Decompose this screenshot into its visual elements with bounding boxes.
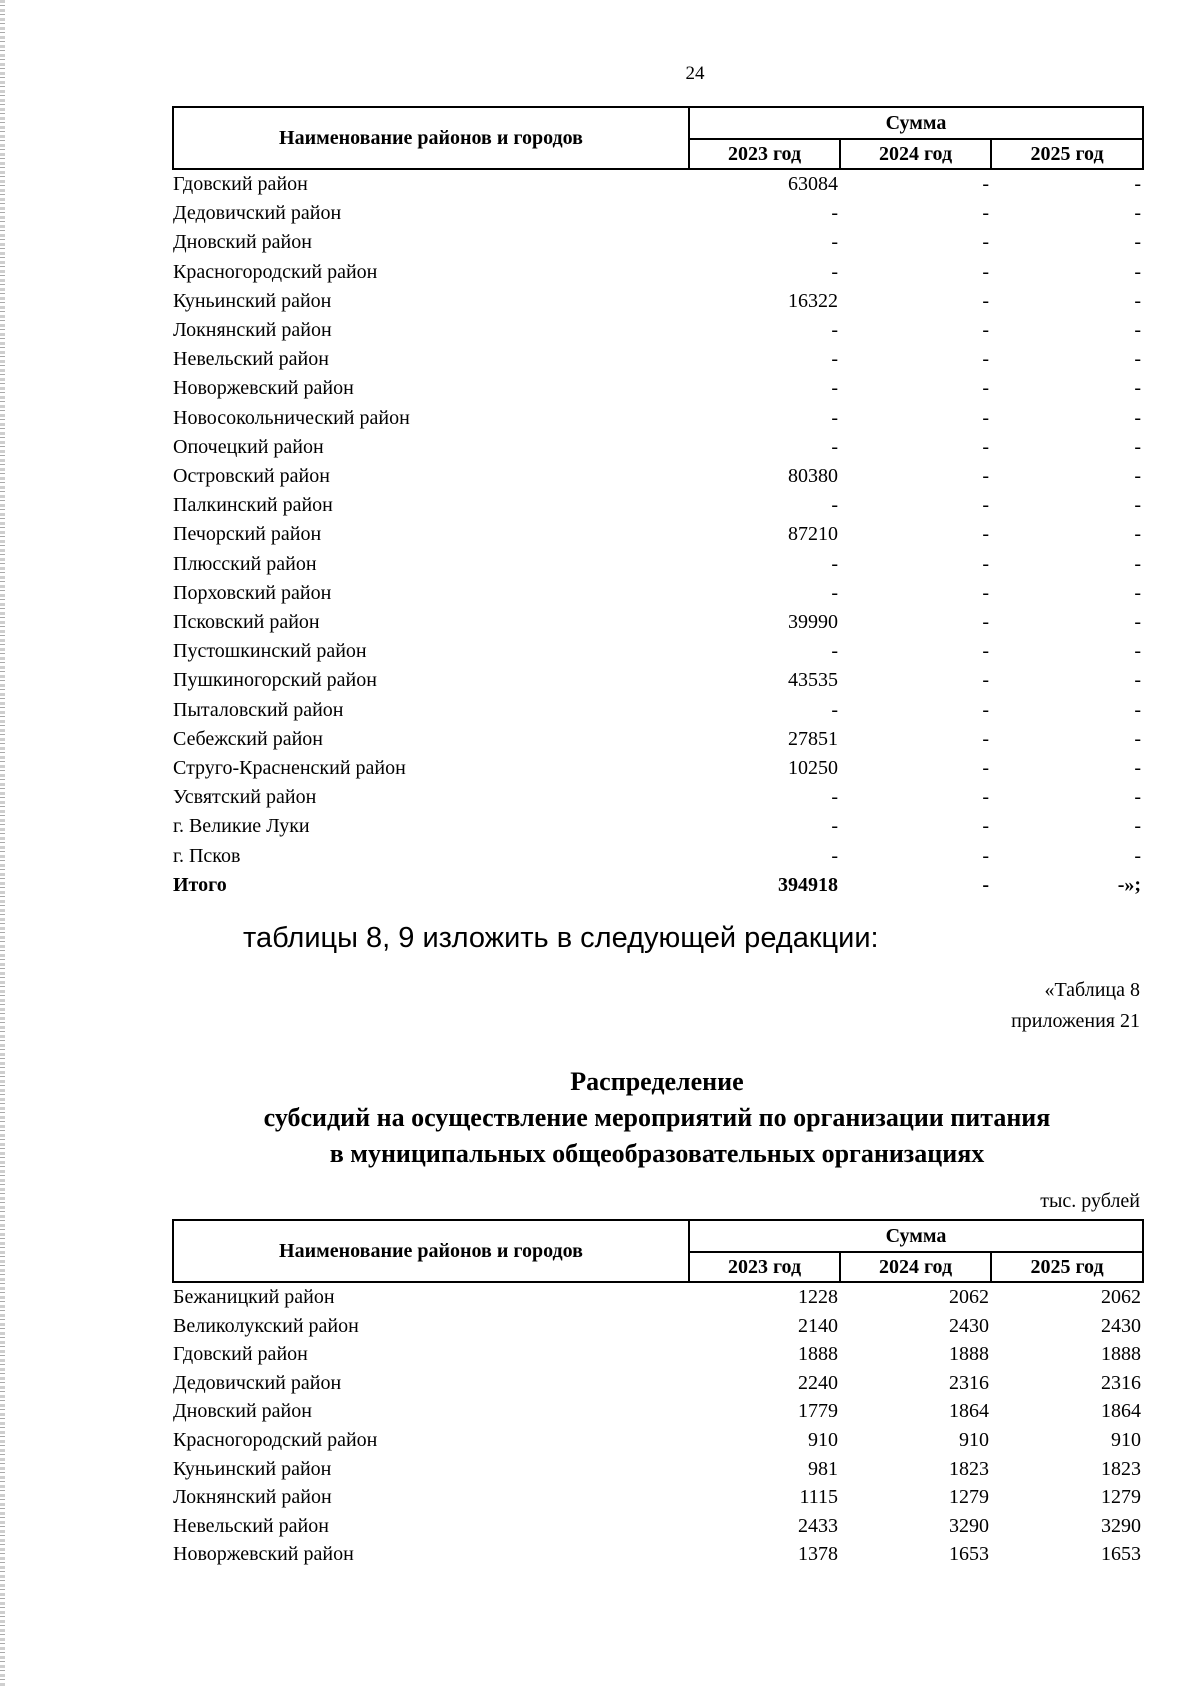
table-row xyxy=(173,783,1143,812)
district-name-cell: Псковский район xyxy=(173,611,320,634)
table-row xyxy=(173,345,1143,374)
header-year-2025: 2025 год xyxy=(991,139,1143,169)
value-2025-cell: - xyxy=(1134,202,1142,225)
district-name-cell: Локнянский район xyxy=(173,319,332,342)
value-2024-cell: 1653 xyxy=(949,1543,989,1566)
district-name-cell: Красногородский район xyxy=(173,260,378,283)
value-2023-cell: - xyxy=(831,406,838,429)
value-2025-cell: 2062 xyxy=(1101,1286,1142,1308)
value-2025-cell: - xyxy=(1134,406,1142,429)
district-name-cell: Новосокольнический район xyxy=(173,406,410,429)
district-name-cell: Дновский район xyxy=(173,231,312,254)
value-2024-cell: - xyxy=(982,319,989,342)
district-name-cell: Куньинский район xyxy=(173,289,332,312)
value-2023-cell: - xyxy=(831,260,838,283)
table-row xyxy=(173,316,1143,345)
table-row xyxy=(173,637,1143,666)
value-2024-cell: - xyxy=(982,465,989,488)
value-2024-cell: - xyxy=(982,844,989,867)
table-row xyxy=(173,1455,1143,1484)
instruction-text: таблицы 8, 9 изложить в следующей редакции: xyxy=(243,922,879,954)
value-2025-cell: - xyxy=(1134,552,1142,575)
table-row xyxy=(173,1282,1143,1312)
value-2025-cell: - xyxy=(1134,669,1142,692)
value-2025-cell: - xyxy=(1134,815,1142,838)
value-2025-cell: - xyxy=(1134,435,1142,458)
table-row xyxy=(173,258,1143,287)
district-name-cell: Усвятский район xyxy=(173,786,317,809)
header-year-2024: 2024 год xyxy=(840,139,991,169)
table-row xyxy=(173,666,1143,695)
value-2025-cell: - xyxy=(1134,260,1142,283)
value-2025-cell: 910 xyxy=(1111,1428,1142,1451)
value-2024-cell: 1279 xyxy=(949,1486,989,1509)
value-2023-cell: 1378 xyxy=(798,1543,838,1566)
district-name-cell: Палкинский район xyxy=(173,494,333,517)
district-name-cell: Невельский район xyxy=(173,1514,329,1537)
header-name-column: Наименование районов и городов xyxy=(173,107,689,169)
value-2025-cell: - xyxy=(1134,640,1142,663)
heading-line-3: в муниципальных общеобразовательных организациях xyxy=(329,1139,985,1168)
district-name-cell: Локнянский район xyxy=(173,1486,332,1509)
value-2024-cell: - xyxy=(982,669,989,692)
value-2024-cell: - xyxy=(982,406,989,429)
district-name-cell: Гдовский район xyxy=(173,173,308,195)
header-sum: Сумма xyxy=(689,1220,1143,1252)
value-2023-cell: 2433 xyxy=(798,1514,838,1537)
district-name-cell: Дедовичский район xyxy=(173,202,342,225)
table-row xyxy=(173,462,1143,491)
total-row xyxy=(173,871,1143,900)
table-row xyxy=(173,550,1143,579)
value-2023-cell: - xyxy=(831,377,838,400)
value-2024-cell: - xyxy=(982,173,989,195)
district-name-cell: Дедовичский район xyxy=(173,1371,342,1394)
value-2023-cell: 43535 xyxy=(788,669,838,692)
value-2024-cell: 2316 xyxy=(949,1371,989,1394)
value-2024-cell: - xyxy=(982,552,989,575)
value-2025-cell: - xyxy=(1134,611,1142,634)
value-2024-cell: 2430 xyxy=(949,1314,989,1337)
value-2023-cell: 1115 xyxy=(799,1486,838,1509)
value-2023-cell: 1779 xyxy=(798,1400,838,1423)
district-name-cell: Красногородский район xyxy=(173,1428,378,1451)
table-row xyxy=(173,1512,1143,1541)
value-2024-cell: - xyxy=(982,289,989,312)
table-row xyxy=(173,1397,1143,1426)
value-2024-cell: - xyxy=(982,727,989,750)
table-row xyxy=(173,433,1143,462)
district-name-cell: Островский район xyxy=(173,465,330,488)
table-1-body xyxy=(173,169,1143,900)
value-2023-cell: 10250 xyxy=(788,757,838,780)
table-row xyxy=(173,404,1143,433)
value-2024-cell: - xyxy=(982,377,989,400)
value-2025-cell: 1653 xyxy=(1101,1543,1142,1566)
value-2025-cell: - xyxy=(1134,231,1142,254)
district-name-cell: Куньинский район xyxy=(173,1457,332,1480)
table-row xyxy=(173,287,1143,316)
value-2025-cell: - xyxy=(1134,494,1142,517)
header-year-2024: 2024 год xyxy=(840,1252,991,1282)
units-label: тыс. рублей xyxy=(1040,1190,1140,1212)
value-2024-cell: - xyxy=(982,698,989,721)
subsidy-table-8 xyxy=(172,1219,1144,1569)
value-2024-cell: - xyxy=(982,757,989,780)
table-row xyxy=(173,199,1143,228)
header-name-column: Наименование районов и городов xyxy=(173,1220,689,1282)
table-row xyxy=(173,1369,1143,1398)
table-row xyxy=(173,608,1143,637)
value-2024-cell: - xyxy=(982,260,989,283)
district-name-cell: Дновский район xyxy=(173,1400,312,1423)
value-2023-cell: 1228 xyxy=(798,1286,838,1308)
district-name-cell: Печорский район xyxy=(173,523,322,546)
value-2024-cell: - xyxy=(982,231,989,254)
value-2025-cell: 1864 xyxy=(1101,1400,1142,1423)
value-2023-cell: 2140 xyxy=(798,1314,838,1337)
district-name-cell: Плюсский район xyxy=(173,552,317,575)
table-row xyxy=(173,520,1143,549)
scan-edge xyxy=(0,0,5,1686)
value-2023-cell: 63084 xyxy=(788,173,838,195)
header-year-2023: 2023 год xyxy=(689,1252,840,1282)
table-row xyxy=(173,374,1143,403)
table-row xyxy=(173,1540,1143,1569)
value-2024-cell: 3290 xyxy=(949,1514,989,1537)
table-row xyxy=(173,696,1143,725)
value-2023-cell: - xyxy=(831,581,838,604)
value-2023-cell: 16322 xyxy=(788,289,838,312)
district-name-cell: Пушкиногорский район xyxy=(173,669,377,692)
district-name-cell: г. Великие Луки xyxy=(173,815,310,838)
table-row xyxy=(173,169,1143,199)
table-row xyxy=(173,1426,1143,1455)
table-row xyxy=(173,725,1143,754)
district-name-cell: Пыталовский район xyxy=(173,698,344,721)
total-2025: -»; xyxy=(1117,873,1142,896)
value-2024-cell: 1888 xyxy=(949,1343,989,1366)
value-2025-cell: 1279 xyxy=(1101,1486,1142,1509)
value-2025-cell: - xyxy=(1134,173,1142,195)
value-2023-cell: - xyxy=(831,815,838,838)
table-row xyxy=(173,579,1143,608)
district-name-cell: г. Псков xyxy=(173,844,241,867)
table-row xyxy=(173,812,1143,841)
value-2023-cell: - xyxy=(831,698,838,721)
table-row xyxy=(173,491,1143,520)
value-2023-cell: 87210 xyxy=(788,523,838,546)
value-2023-cell: 39990 xyxy=(788,611,838,634)
district-name-cell: Бежаницкий район xyxy=(173,1286,335,1308)
value-2023-cell: - xyxy=(831,231,838,254)
value-2024-cell: - xyxy=(982,815,989,838)
table-2-body xyxy=(173,1282,1143,1569)
table-food-subsidies xyxy=(172,1219,1142,1569)
subsidy-table-1 xyxy=(172,106,1144,900)
value-2025-cell: 2316 xyxy=(1101,1371,1142,1394)
district-name-cell: Пустошкинский район xyxy=(173,640,367,663)
district-name-cell: Великолукский район xyxy=(173,1314,359,1337)
value-2023-cell: - xyxy=(831,348,838,371)
table-caption xyxy=(1011,975,1140,1037)
table-row xyxy=(173,1483,1143,1512)
value-2023-cell: 27851 xyxy=(788,727,838,750)
table-previous xyxy=(172,106,1142,900)
table-row xyxy=(173,754,1143,783)
table-row xyxy=(173,1312,1143,1341)
header-sum: Сумма xyxy=(689,107,1143,139)
value-2023-cell: 1888 xyxy=(798,1343,838,1366)
district-name-cell: Невельский район xyxy=(173,348,329,371)
table-heading xyxy=(172,1064,1142,1172)
district-name-cell: Гдовский район xyxy=(173,1343,308,1366)
value-2025-cell: - xyxy=(1134,727,1142,750)
district-name-cell: Новоржевский район xyxy=(173,377,354,400)
value-2025-cell: 1823 xyxy=(1101,1457,1142,1480)
value-2024-cell: - xyxy=(982,494,989,517)
value-2024-cell: - xyxy=(982,435,989,458)
value-2023-cell: - xyxy=(831,435,838,458)
district-name-cell: Порховский район xyxy=(173,581,332,604)
value-2023-cell: 80380 xyxy=(788,465,838,488)
value-2025-cell: - xyxy=(1134,523,1142,546)
value-2023-cell: - xyxy=(831,844,838,867)
value-2024-cell: - xyxy=(982,523,989,546)
table-row xyxy=(173,842,1143,871)
district-name-cell: Себежский район xyxy=(173,727,323,750)
district-name-cell: Новоржевский район xyxy=(173,1543,354,1566)
value-2025-cell: - xyxy=(1134,465,1142,488)
value-2023-cell: - xyxy=(831,552,838,575)
value-2024-cell: 1823 xyxy=(949,1457,989,1480)
header-year-2023: 2023 год xyxy=(689,139,840,169)
value-2024-cell: - xyxy=(982,581,989,604)
value-2023-cell: - xyxy=(831,640,838,663)
value-2025-cell: - xyxy=(1134,757,1142,780)
header-year-2025: 2025 год xyxy=(991,1252,1143,1282)
value-2023-cell: 2240 xyxy=(798,1371,838,1394)
value-2025-cell: - xyxy=(1134,377,1142,400)
heading-line-2: субсидий на осуществление мероприятий по организации питания xyxy=(263,1103,1051,1132)
value-2024-cell: - xyxy=(982,640,989,663)
value-2025-cell: - xyxy=(1134,319,1142,342)
value-2025-cell: - xyxy=(1134,698,1142,721)
value-2023-cell: - xyxy=(831,494,838,517)
caption-table-number: «Таблица 8 xyxy=(1044,979,1140,1001)
value-2025-cell: - xyxy=(1134,786,1142,809)
district-name-cell: Струго-Красненский район xyxy=(173,757,406,780)
page-number: 24 xyxy=(685,63,705,84)
value-2023-cell: 981 xyxy=(808,1457,838,1480)
caption-appendix: приложения 21 xyxy=(1011,1010,1140,1032)
table-row xyxy=(173,228,1143,257)
table-row xyxy=(173,1340,1143,1369)
heading-line-1: Распределение xyxy=(570,1067,744,1096)
total-2023: 394918 xyxy=(778,873,838,896)
value-2024-cell: - xyxy=(982,348,989,371)
value-2024-cell: - xyxy=(982,202,989,225)
value-2025-cell: 2430 xyxy=(1101,1314,1142,1337)
total-label: Итого xyxy=(173,873,227,896)
value-2025-cell: - xyxy=(1134,844,1142,867)
value-2024-cell: 1864 xyxy=(949,1400,989,1423)
value-2023-cell: - xyxy=(831,319,838,342)
value-2025-cell: 1888 xyxy=(1101,1343,1142,1366)
value-2024-cell: 910 xyxy=(959,1428,989,1451)
district-name-cell: Опочецкий район xyxy=(173,435,324,458)
value-2025-cell: - xyxy=(1134,581,1142,604)
value-2025-cell: - xyxy=(1134,348,1142,371)
value-2023-cell: - xyxy=(831,202,838,225)
total-2024: - xyxy=(982,873,989,896)
value-2024-cell: - xyxy=(982,611,989,634)
value-2025-cell: - xyxy=(1134,289,1142,312)
value-2024-cell: 2062 xyxy=(949,1286,989,1308)
value-2025-cell: 3290 xyxy=(1101,1514,1142,1537)
value-2024-cell: - xyxy=(982,786,989,809)
value-2023-cell: 910 xyxy=(808,1428,838,1451)
value-2023-cell: - xyxy=(831,786,838,809)
